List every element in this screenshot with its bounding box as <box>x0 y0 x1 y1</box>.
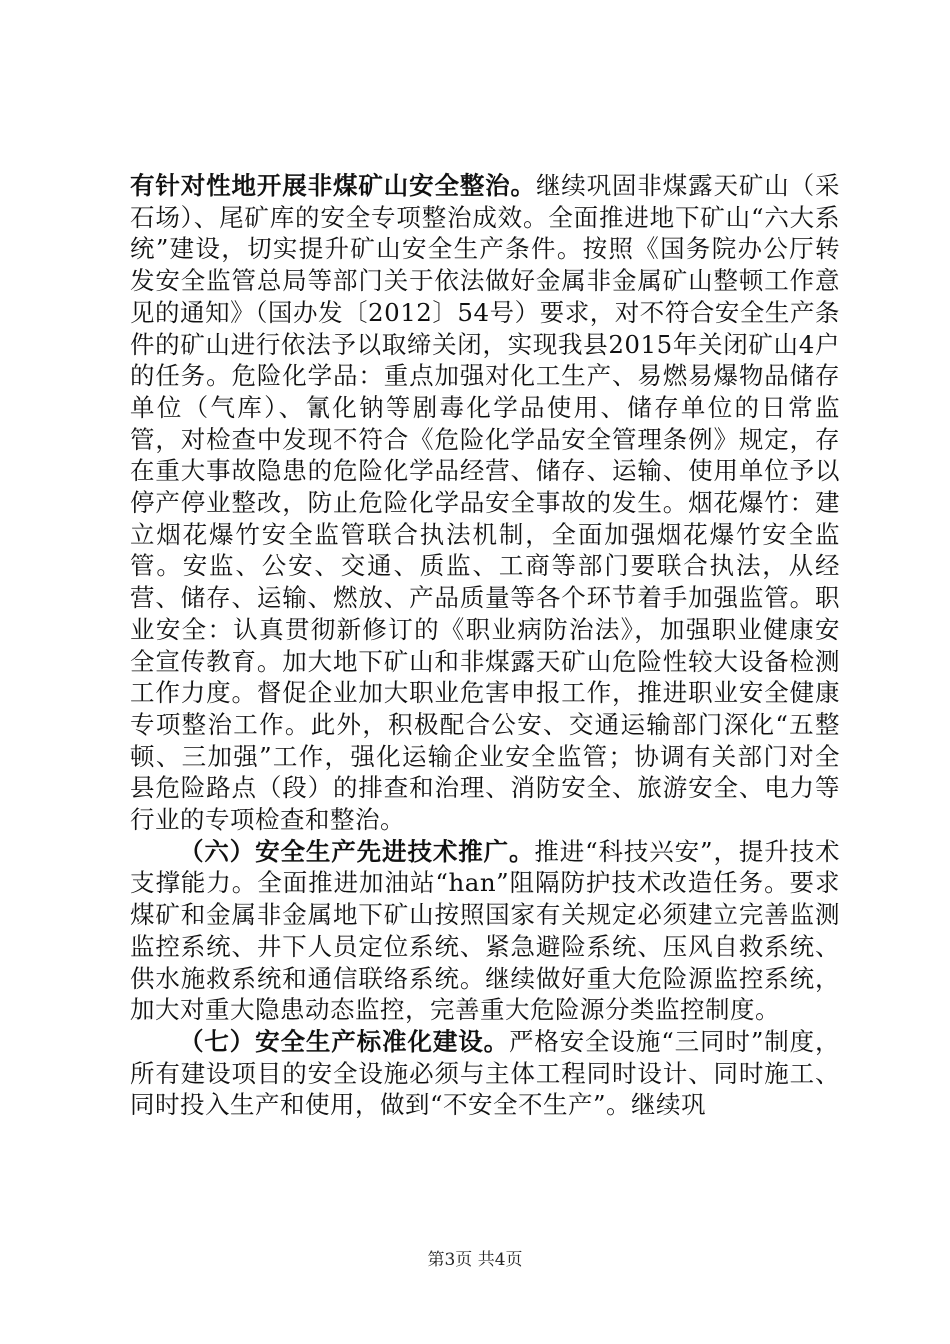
paragraph-text: 推进“科技兴安”，提升技术支撑能力。全面推进加油站“han”阻隔防护技术改造任务。要求煤矿和金属非金属地下矿山按照国家有关规定必须建立完善监测监控系统、井下人员定位系统、紧急避险系统、压风自救系统、供水施救系统和通信联络系统。继续做好重大危险源监控系统，加大对重大隐患动态监控，完善重大危险源分类监控制度。 <box>130 836 840 1025</box>
paragraph-text: 严格安全设施“三同时”制度，所有建设项目的安全设施必须与主体工程同时设计、同时施工、同时投入生产和使用，做到“不安全不生产”。继续巩 <box>130 1026 840 1120</box>
paragraph-heading: （六）安全生产先进技术推广。 <box>179 836 535 866</box>
paragraph-mine-safety <box>130 170 840 836</box>
paragraph-text: 继续巩固非煤露天矿山（采石场）、尾矿库的安全专项整治成效。全面推进地下矿山“六大系统”建设，切实提升矿山安全生产条件。按照《国务院办公厅转发安全监管总局等部门关于依法做好金属非金属矿山整顿工作意见的通知》（国办发〔2012〕54号）要求，对不符合安全生产条件的矿山进行依法予以取缔关闭，实现我县2015年关闭矿山4户的任务。危险化学品：重点加强对化工生产、易燃易爆物品储存单位（气库）、氰化钠等剧毒化学品使用、储存单位的日常监管，对检查中发现不符合《危险化学品安全管理条例》规定，存在重大事故隐患的危险化学品经营、储存、运输、使用单位予以停产停业整改，防止危险化学品安全事故的发生。烟花爆竹：建立烟花爆竹安全监管联合执法机制，全面加强烟花爆竹安全监管。安监、公安、交通、质监、工商等部门要联合执法，从经营、储存、运输、燃放、产品质量等各个环节着手加强监管。职业安全：认真贯彻新修订的《职业病防治法》，加强职业健康安全宣传教育。加大地下矿山和非煤露天矿山危险性较大设备检测工作力度。督促企业加大职业危害申报工作，推进职业安全健康专项整治工作。此外，积极配合公安、交通运输部门深化“五整顿、三加强”工作，强化运输企业安全监管；协调有关部门对全县危险路点（段）的排查和治理、消防安全、旅游安全、电力等行业的专项检查和整治。 <box>130 171 841 835</box>
paragraph-technology-promotion <box>130 836 840 1026</box>
paragraph-standardization <box>130 1026 840 1121</box>
page-footer: 第3页 共4页 <box>427 1250 523 1270</box>
document-body <box>130 170 840 1121</box>
paragraph-heading: （七）安全生产标准化建设。 <box>179 1026 509 1056</box>
paragraph-heading: 有针对性地开展非煤矿山安全整治。 <box>130 171 536 200</box>
